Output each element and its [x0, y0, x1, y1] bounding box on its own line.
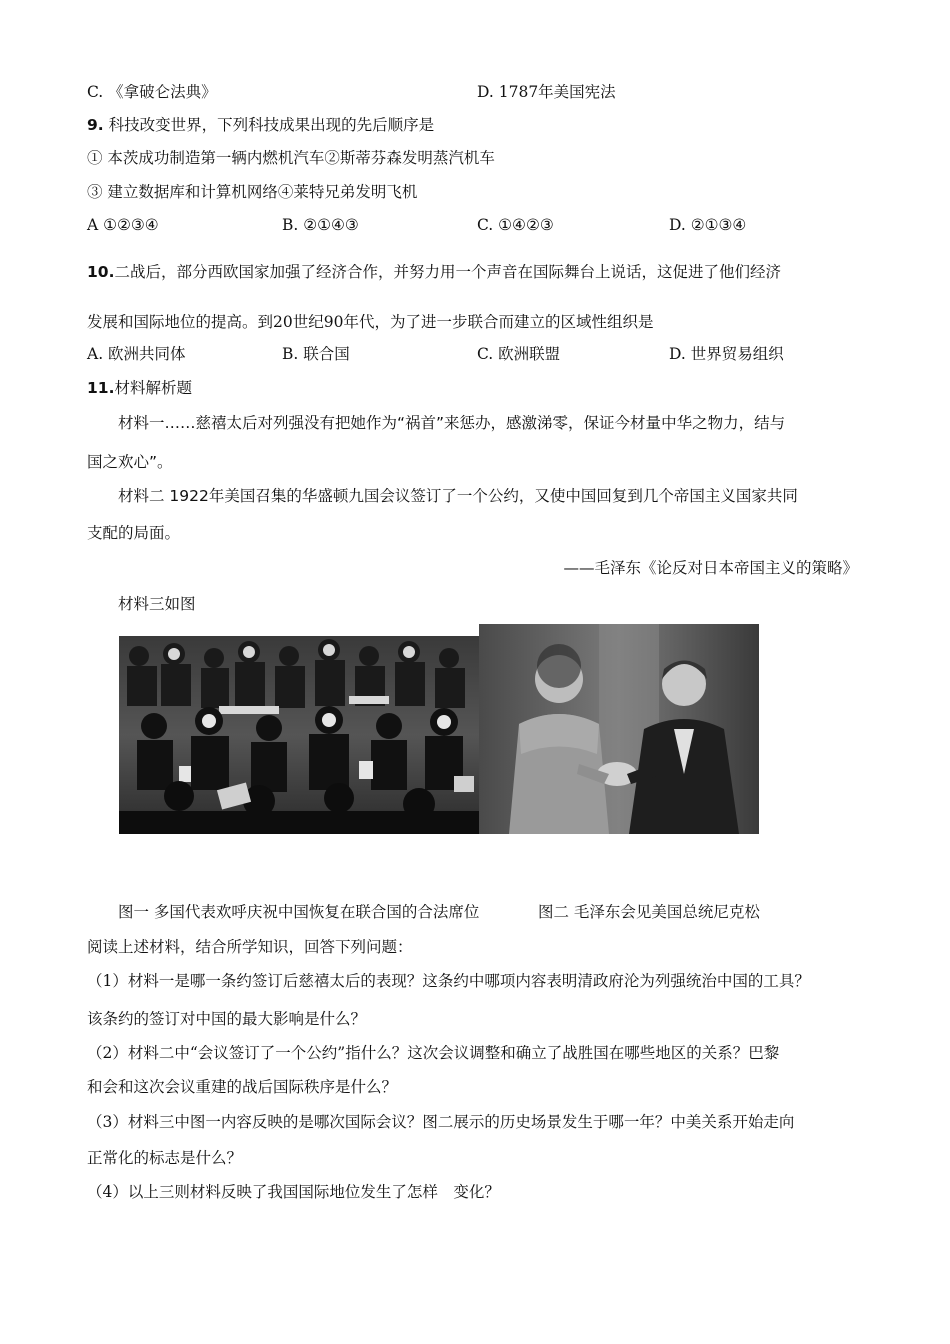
- material-2-line-1: 材料二 1922年美国召集的华盛顿九国会议签订了一个公约，又使中国回复到几个帝国主义国家共同: [118, 487, 798, 505]
- figure-1-caption: 图一 多国代表欢呼庆祝中国恢复在联合国的合法席位: [118, 903, 480, 921]
- q11-title: [87, 378, 192, 398]
- q9-stem-text: 科技改变世界，下列科技成果出现的先后顺序是: [108, 116, 435, 134]
- q10-option-a: A. 欧洲共同体: [87, 345, 186, 363]
- q10-option-c: C. 欧洲联盟: [477, 345, 561, 363]
- q9-number: 9.: [87, 116, 104, 134]
- q9-option-a: A ①②③④: [87, 216, 159, 234]
- q10-number: 10.: [87, 263, 115, 281]
- q9-option-b: B. ②①④③: [282, 216, 359, 234]
- q11-instruction: 阅读上述材料，结合所学知识，回答下列问题：: [87, 938, 413, 956]
- q8-option-c: C. 《拿破仑法典》: [87, 83, 217, 101]
- sub-question-3-line-2: 正常化的标志是什么？: [87, 1149, 243, 1167]
- q8-option-d: D. 1787年美国宪法: [477, 83, 616, 101]
- material-2-source: ——毛泽东《论反对日本帝国主义的策略》: [563, 559, 858, 577]
- q9-stem: [87, 115, 434, 135]
- q9-option-d: D. ②①③④: [669, 216, 747, 234]
- figure-2-caption: 图二 毛泽东会见美国总统尼克松: [538, 903, 760, 921]
- q9-option-c: C. ①④②③: [477, 216, 554, 234]
- material-3-intro: 材料三如图: [118, 595, 196, 613]
- material-1-line-2: 国之欢心”。: [87, 453, 173, 471]
- sub-question-3-line-1: （3）材料三中图一内容反映的是哪次国际会议？图二展示的历史场景发生于哪一年？中美关系开始走向: [87, 1113, 795, 1131]
- q10-option-b: B. 联合国: [282, 345, 350, 363]
- q10-stem-line-2: 发展和国际地位的提高。到20世纪90年代，为了进一步联合而建立的区域性组织是: [87, 313, 654, 331]
- sub-question-4: （4）以上三则材料反映了我国国际地位发生了怎样 变化？: [87, 1183, 500, 1201]
- material-2-line-2: 支配的局面。: [87, 524, 181, 542]
- un-assembly-photo: [119, 636, 479, 834]
- q10-stem-line-1: [87, 262, 781, 282]
- q11-number: 11.: [87, 379, 115, 397]
- q11-title-text: 材料解析题: [114, 379, 192, 397]
- mao-nixon-photo: [479, 624, 759, 834]
- sub-question-2-line-1: （2）材料二中“会议签订了一个公约”指什么？这次会议调整和确立了战胜国在哪些地区的关系？巴黎: [87, 1044, 780, 1062]
- q10-stem-text: 二战后，部分西欧国家加强了经济合作，并努力用一个声音在国际舞台上说话，这促进了他们经济: [114, 263, 781, 281]
- q9-item-line-1: ① 本茨成功制造第一辆内燃机汽车②斯蒂芬森发明蒸汽机车: [87, 149, 495, 167]
- sub-question-1-line-2: 该条约的签订对中国的最大影响是什么？: [87, 1010, 367, 1028]
- sub-question-2-line-2: 和会和这次会议重建的战后国际秩序是什么？: [87, 1078, 398, 1096]
- sub-question-1-line-1: （1）材料一是哪一条约签订后慈禧太后的表现？这条约中哪项内容表明清政府沦为列强统治中国的工具？: [87, 972, 810, 990]
- material-1-line-1: 材料一……慈禧太后对列强没有把她作为“祸首”来惩办，感激涕零，保证今材量中华之物力，结与: [118, 414, 786, 432]
- q9-item-line-2: ③ 建立数据库和计算机网络④莱特兄弟发明飞机: [87, 183, 418, 201]
- q10-option-d: D. 世界贸易组织: [669, 345, 784, 363]
